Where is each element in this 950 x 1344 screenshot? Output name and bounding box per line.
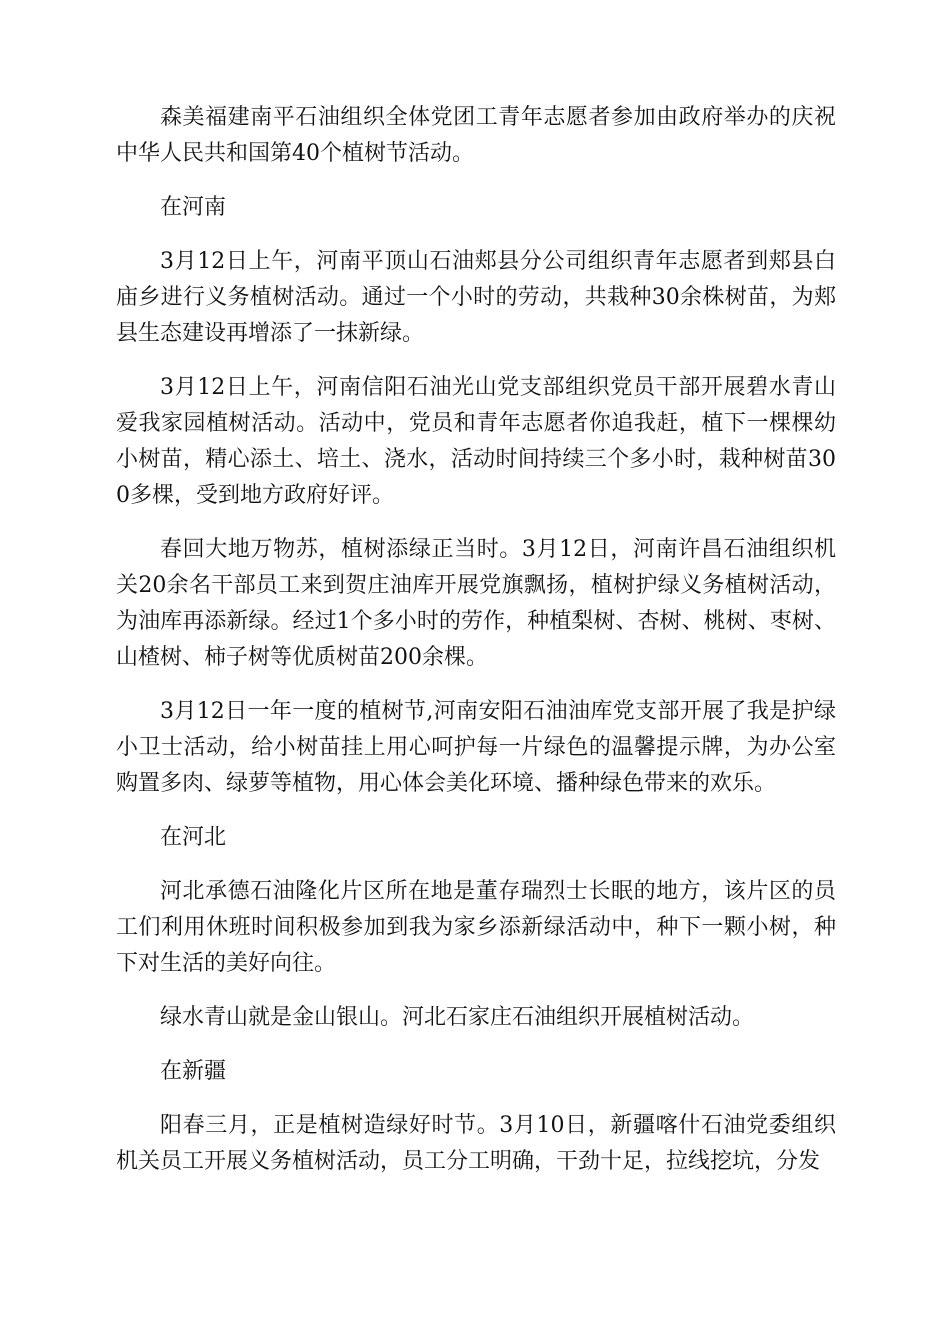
paragraph-kashgar: 阳春三月，正是植树造绿好时节。3月10日，新疆喀什石油党委组织机关员工开展义务植树活动，员工分工明确，干劲十足，拉线挖坑，分发 (116, 1113, 836, 1174)
section-heading-hebei: 在河北 (160, 825, 227, 850)
paragraph-pingdingshan: 3月12日上午，河南平顶山石油郏县分公司组织青年志愿者到郏县白庙乡进行义务植树活动。通过一个小时的劳动，共栽种30余株树苗，为郏县生态建设再增添了一抹新绿。 (116, 249, 836, 346)
paragraph-xuchang: 春回大地万物苏，植树添绿正当时。3月12日，河南许昌石油组织机关20余名干部员工来到贺庄油库开展党旗飘扬，植树护绿义务植树活动，为油库再添新绿。经过1个多小时的劳作，种植梨树、杏树、桃树、枣树、山楂树、柿子树等优质树苗200余棵。 (116, 537, 836, 670)
paragraph-shijiazhuang: 绿水青山就是金山银山。河北石家庄石油组织开展植树活动。 (160, 1005, 755, 1030)
section-heading-xinjiang: 在新疆 (160, 1059, 227, 1084)
document-body (116, 100, 836, 1198)
section-heading-henan: 在河南 (160, 195, 227, 220)
paragraph-xinyang: 3月12日上午，河南信阳石油光山党支部组织党员干部开展碧水青山爱我家园植树活动。活动中，党员和青年志愿者你追我赶，植下一棵棵幼小树苗，精心添土、培土、浇水，活动时间持续三个多小时，栽种树苗300多棵，受到地方政府好评。 (116, 375, 836, 508)
paragraph-fujian: 森美福建南平石油组织全体党团工青年志愿者参加由政府举办的庆祝中华人民共和国第40个植树节活动。 (116, 105, 836, 166)
paragraph-chengde: 河北承德石油隆化片区所在地是董存瑞烈士长眠的地方，该片区的员工们利用休班时间积极参加到我为家乡添新绿活动中，种下一颗小树，种下对生活的美好向往。 (116, 879, 836, 976)
paragraph-anyang: 3月12日一年一度的植树节,河南安阳石油油库党支部开展了我是护绿小卫士活动，给小树苗挂上用心呵护每一片绿色的温馨提示牌，为办公室购置多肉、绿萝等植物，用心体会美化环境、播种绿色带来的欢乐。 (116, 699, 836, 796)
